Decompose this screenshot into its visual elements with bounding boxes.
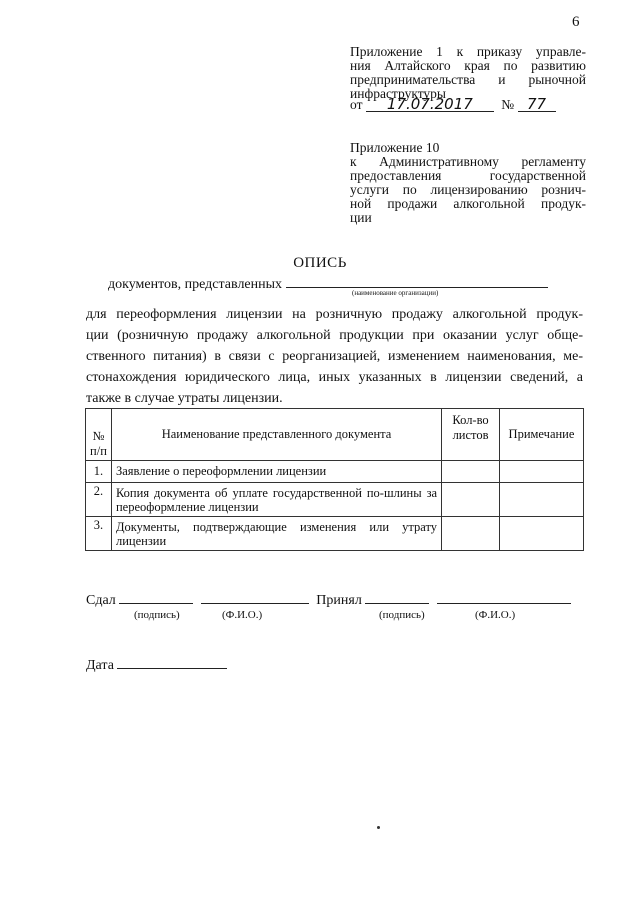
- handed-signature-field[interactable]: [119, 591, 193, 604]
- received-signature-caption: (подпись): [379, 609, 425, 621]
- scan-speck: [377, 826, 380, 829]
- organization-field[interactable]: [286, 275, 548, 288]
- order-number-value: 77: [518, 98, 556, 112]
- purpose-paragraph: [86, 304, 583, 409]
- purpose-line: также в случае утраты лицензии.: [86, 391, 283, 406]
- header-name: Наименование представленного документа: [111, 409, 441, 461]
- received-name-field[interactable]: [437, 591, 571, 604]
- appendix10-line: предоставления государственной: [350, 168, 586, 183]
- row-num: 3.: [86, 517, 112, 551]
- row-name: Копия документа об уплате государственной по-шлины за переоформление лицензии: [111, 483, 441, 517]
- table-row: [86, 461, 584, 483]
- received-signature-field[interactable]: [365, 591, 429, 604]
- row-count[interactable]: [442, 483, 500, 517]
- appendix10-line: ции: [350, 210, 372, 225]
- handed-signature-caption: (подпись): [134, 609, 180, 621]
- appendix1-line: Приложение 1 к приказу управле-: [350, 44, 586, 59]
- row-num: 1.: [86, 461, 112, 483]
- row-note[interactable]: [500, 483, 584, 517]
- order-date-value: 17.07.2017: [366, 98, 494, 112]
- purpose-line: для переоформления лицензии на розничную продажу алкогольной продук-: [86, 307, 583, 322]
- row-name: Документы, подтверждающие изменения или утрату лицензии: [111, 517, 441, 551]
- appendix10-line: услуги по лицензированию рознич-: [350, 182, 586, 197]
- appendix10-line: к Административному регламенту: [350, 154, 586, 169]
- appendix10-line: ной продажи алкогольной продук-: [350, 196, 586, 211]
- date-line: [86, 656, 227, 674]
- appendix1-line: инфраструктуры: [350, 86, 446, 101]
- header-note: Примечание: [500, 409, 584, 461]
- table-row: [86, 483, 584, 517]
- header-count: Кол-во листов: [442, 409, 500, 461]
- row-count[interactable]: [442, 517, 500, 551]
- organization-caption: (наименование организации): [352, 289, 439, 297]
- date-field[interactable]: [117, 656, 227, 669]
- handed-name-caption: (Ф.И.О.): [222, 609, 263, 621]
- order-date-line: [350, 97, 556, 113]
- handed-name-field[interactable]: [201, 591, 309, 604]
- date-prefix: от: [350, 97, 363, 112]
- table-header-row: [86, 409, 584, 461]
- purpose-line: ции (розничную продажу алкогольной продукции при оказании услуг обще-: [86, 328, 583, 343]
- purpose-line: стонахождения юридического лица, иных указанных в лицензии сведений, а: [86, 370, 583, 385]
- appendix10-block: [350, 141, 586, 225]
- appendix1-line: предпринимательства и рыночной: [350, 72, 586, 87]
- received-label: Принял: [316, 593, 362, 608]
- date-label: Дата: [86, 658, 114, 673]
- row-note[interactable]: [500, 461, 584, 483]
- table-row: [86, 517, 584, 551]
- header-num: № п/п: [86, 409, 112, 461]
- appendix10-title: Приложение 10: [350, 140, 440, 155]
- received-name-caption: (Ф.И.О.): [475, 609, 516, 621]
- row-name: Заявление о переоформлении лицензии: [111, 461, 441, 483]
- document-title: ОПИСЬ: [293, 255, 347, 271]
- row-count[interactable]: [442, 461, 500, 483]
- appendix1-block: [350, 45, 586, 101]
- purpose-line: ственного питания) в связи с реорганизацией, изменением наименования, ме-: [86, 349, 583, 364]
- appendix1-line: ния Алтайского края по развитию: [350, 58, 586, 73]
- signature-line: [86, 591, 571, 609]
- row-note[interactable]: [500, 517, 584, 551]
- number-prefix: №: [501, 97, 515, 112]
- documents-table: [85, 408, 584, 551]
- handed-label: Сдал: [86, 593, 116, 608]
- row-num: 2.: [86, 483, 112, 517]
- page-number: 6: [572, 14, 580, 30]
- documents-prefix: документов, представленных: [108, 277, 283, 292]
- documents-line: [108, 275, 548, 293]
